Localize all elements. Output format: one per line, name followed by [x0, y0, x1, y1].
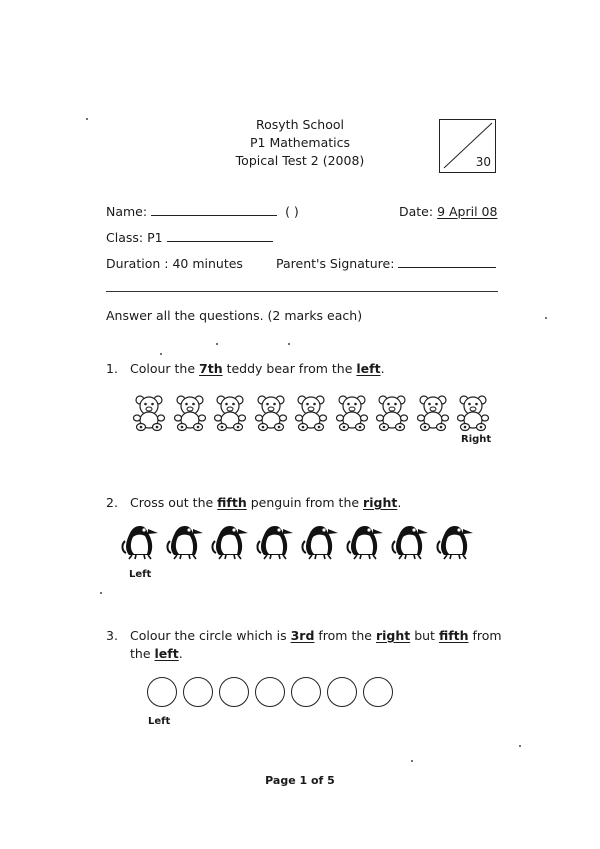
class-field — [106, 230, 273, 245]
q3-ordinal-left: fifth — [438, 628, 469, 643]
penguin[interactable] — [300, 521, 340, 565]
q3-text-d: from — [468, 628, 502, 643]
score-box — [439, 119, 496, 173]
scan-speck — [160, 353, 162, 355]
answer-circle[interactable] — [327, 677, 357, 707]
teddy-bear[interactable] — [132, 394, 166, 436]
q2-text-b: penguin from the — [246, 495, 364, 510]
q2-text-a: Cross out the — [130, 495, 218, 510]
scan-speck — [519, 745, 521, 747]
name-field — [106, 204, 299, 219]
q2-direction: right — [363, 495, 398, 510]
teddy-bear[interactable] — [173, 394, 207, 436]
teddy-bear[interactable] — [213, 394, 247, 436]
q1-right-label: Right — [461, 434, 492, 445]
score-total: 30 — [475, 155, 491, 169]
scan-speck — [288, 343, 290, 345]
penguin[interactable] — [210, 521, 250, 565]
circle-row — [147, 677, 399, 707]
scan-speck — [86, 118, 88, 120]
q2-period: . — [397, 495, 402, 510]
teddy-bear[interactable] — [294, 394, 328, 436]
question-2 — [106, 494, 506, 512]
question-3-number: 3. — [106, 628, 118, 643]
q1-direction: left — [356, 361, 381, 376]
signature-field — [276, 256, 496, 271]
question-3 — [106, 627, 516, 663]
signature-label: Parent's Signature: — [276, 256, 395, 271]
q1-text-b: teddy bear from the — [222, 361, 357, 376]
subject-name: P1 Mathematics — [249, 135, 351, 150]
penguin[interactable] — [120, 521, 160, 565]
teddy-bear[interactable] — [335, 394, 369, 436]
q2-ordinal: fifth — [217, 495, 247, 510]
date-label: Date: — [399, 204, 434, 219]
page-number: Page 1 of 5 — [265, 774, 335, 787]
penguin-row — [120, 521, 480, 565]
q3-direction-left: left — [154, 646, 179, 661]
test-title: Topical Test 2 (2008) — [235, 153, 365, 168]
question-3-text — [130, 627, 516, 663]
teddy-bear[interactable] — [456, 394, 490, 436]
q1-period: . — [380, 361, 385, 376]
scan-speck — [411, 760, 413, 762]
header-divider — [106, 291, 498, 292]
teddy-bear[interactable] — [254, 394, 288, 436]
q3-direction-right: right — [375, 628, 411, 643]
worksheet-header — [200, 116, 400, 170]
name-blank[interactable] — [151, 204, 277, 216]
penguin[interactable] — [435, 521, 475, 565]
answer-circle[interactable] — [255, 677, 285, 707]
instructions: Answer all the questions. (2 marks each) — [106, 308, 363, 323]
teddy-bear-row — [132, 394, 497, 436]
q3-text-a: Colour the circle which is — [130, 628, 291, 643]
scan-speck — [100, 592, 102, 594]
answer-circle[interactable] — [219, 677, 249, 707]
class-label: Class: P1 — [106, 230, 163, 245]
date-value: 9 April 08 — [437, 204, 498, 219]
penguin[interactable] — [255, 521, 295, 565]
question-1-text — [130, 360, 506, 378]
q1-text-a: Colour the — [130, 361, 200, 376]
answer-circle[interactable] — [183, 677, 213, 707]
school-name: Rosyth School — [256, 117, 344, 132]
date-field — [399, 204, 497, 219]
q1-ordinal: 7th — [199, 361, 223, 376]
answer-circle[interactable] — [147, 677, 177, 707]
name-label: Name: — [106, 204, 148, 219]
register-number-paren: ( ) — [285, 204, 299, 219]
q3-left-label: Left — [148, 716, 171, 727]
duration-field — [106, 256, 243, 271]
scan-speck — [545, 317, 547, 319]
q3-text-e: the — [130, 646, 155, 661]
teddy-bear[interactable] — [416, 394, 450, 436]
question-1 — [106, 360, 506, 378]
duration-label: Duration : 40 minutes — [106, 256, 243, 271]
question-2-number: 2. — [106, 495, 118, 510]
q3-text-b: from the — [314, 628, 376, 643]
penguin[interactable] — [165, 521, 205, 565]
penguin[interactable] — [345, 521, 385, 565]
answer-circle[interactable] — [363, 677, 393, 707]
question-1-number: 1. — [106, 361, 118, 376]
answer-circle[interactable] — [291, 677, 321, 707]
penguin[interactable] — [390, 521, 430, 565]
scan-speck — [216, 343, 218, 345]
question-2-text — [130, 494, 506, 512]
q3-text-c: but — [410, 628, 439, 643]
q3-period: . — [178, 646, 183, 661]
q3-ordinal-right: 3rd — [290, 628, 315, 643]
teddy-bear[interactable] — [375, 394, 409, 436]
q2-left-label: Left — [129, 569, 152, 580]
class-blank[interactable] — [167, 230, 273, 242]
signature-blank[interactable] — [398, 256, 496, 268]
